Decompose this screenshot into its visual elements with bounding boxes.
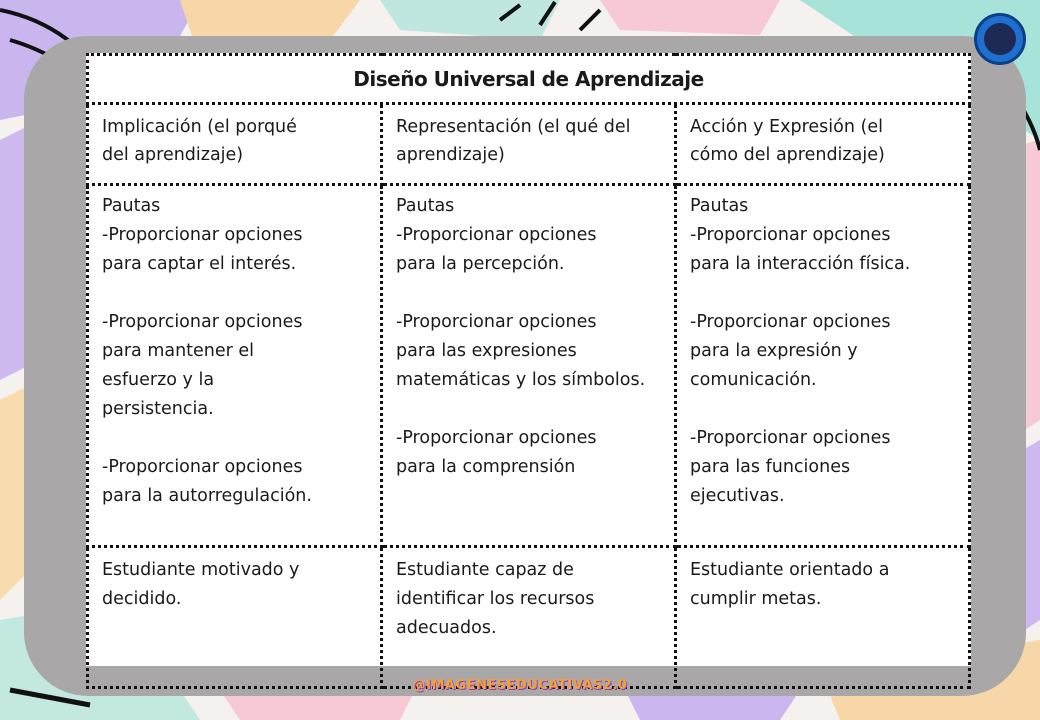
header-line: Acción y Expresión (el xyxy=(690,117,883,137)
header-implicacion xyxy=(88,104,382,185)
pautas-line: Pautas xyxy=(396,196,455,216)
outcome-line: Estudiante orientado a xyxy=(690,560,890,580)
pautas-line: -Proporcionar opciones xyxy=(396,225,597,245)
spacer xyxy=(102,424,372,453)
pautas-line: para la comprensión xyxy=(396,457,576,477)
pautas-line: para las expresiones xyxy=(396,341,577,361)
outcome-line: Estudiante capaz de xyxy=(396,560,574,580)
pautas-line: Pautas xyxy=(690,196,749,216)
pautas-line: -Proporcionar opciones xyxy=(690,225,891,245)
outcome-line: adecuados. xyxy=(396,618,497,638)
pautas-line: -Proporcionar opciones xyxy=(102,457,303,477)
pautas-line: para las funciones xyxy=(690,457,851,477)
spacer xyxy=(690,279,960,308)
header-line: Representación (el qué del xyxy=(396,117,631,137)
watermark-credit: @IMAGENESEDUCATIVAS2.0 xyxy=(412,678,628,693)
spacer xyxy=(396,279,666,308)
educational-logo-icon xyxy=(974,13,1026,65)
header-line: aprendizaje) xyxy=(396,145,505,165)
logo-center xyxy=(984,23,1016,55)
header-accion-expresion xyxy=(676,104,970,185)
pautas-line: -Proporcionar opciones xyxy=(396,428,597,448)
pautas-line: -Proporcionar opciones xyxy=(102,225,303,245)
pautas-line: para mantener el xyxy=(102,341,255,361)
header-representacion xyxy=(382,104,676,185)
pautas-line: -Proporcionar opciones xyxy=(102,312,303,332)
pautas-line: esfuerzo y la xyxy=(102,370,215,390)
pautas-line: -Proporcionar opciones xyxy=(690,428,891,448)
pautas-line: matemáticas y los símbolos. xyxy=(396,370,646,390)
spacer xyxy=(690,395,960,424)
outcome-line: decidido. xyxy=(102,589,182,609)
pautas-line: para captar el interés. xyxy=(102,254,297,274)
header-line: del aprendizaje) xyxy=(102,145,244,165)
pautas-line: para la percepción. xyxy=(396,254,565,274)
outcome-accion-expresion xyxy=(676,547,970,688)
outcome-line: Estudiante motivado y xyxy=(102,560,300,580)
outcome-representacion xyxy=(382,547,676,688)
table-title: Diseño Universal de Aprendizaje xyxy=(88,55,970,104)
pautas-line: para la interacción física. xyxy=(690,254,911,274)
pautas-line: para la expresión y xyxy=(690,341,858,361)
pautas-accion-expresion xyxy=(676,185,970,547)
pautas-implicacion xyxy=(88,185,382,547)
pautas-representacion xyxy=(382,185,676,547)
outcome-implicacion xyxy=(88,547,382,688)
spacer xyxy=(102,279,372,308)
pautas-line: Pautas xyxy=(102,196,161,216)
outcome-line: cumplir metas. xyxy=(690,589,822,609)
pautas-line: -Proporcionar opciones xyxy=(396,312,597,332)
spacer xyxy=(396,395,666,424)
outcome-line: identificar los recursos xyxy=(396,589,595,609)
pautas-line: comunicación. xyxy=(690,370,817,390)
header-line: cómo del aprendizaje) xyxy=(690,145,885,165)
pautas-line: -Proporcionar opciones xyxy=(690,312,891,332)
header-line: Implicación (el porqué xyxy=(102,117,297,137)
pautas-line: para la autorregulación. xyxy=(102,486,312,506)
pautas-line: persistencia. xyxy=(102,399,214,419)
pautas-line: ejecutivas. xyxy=(690,486,785,506)
dua-table xyxy=(86,53,971,689)
